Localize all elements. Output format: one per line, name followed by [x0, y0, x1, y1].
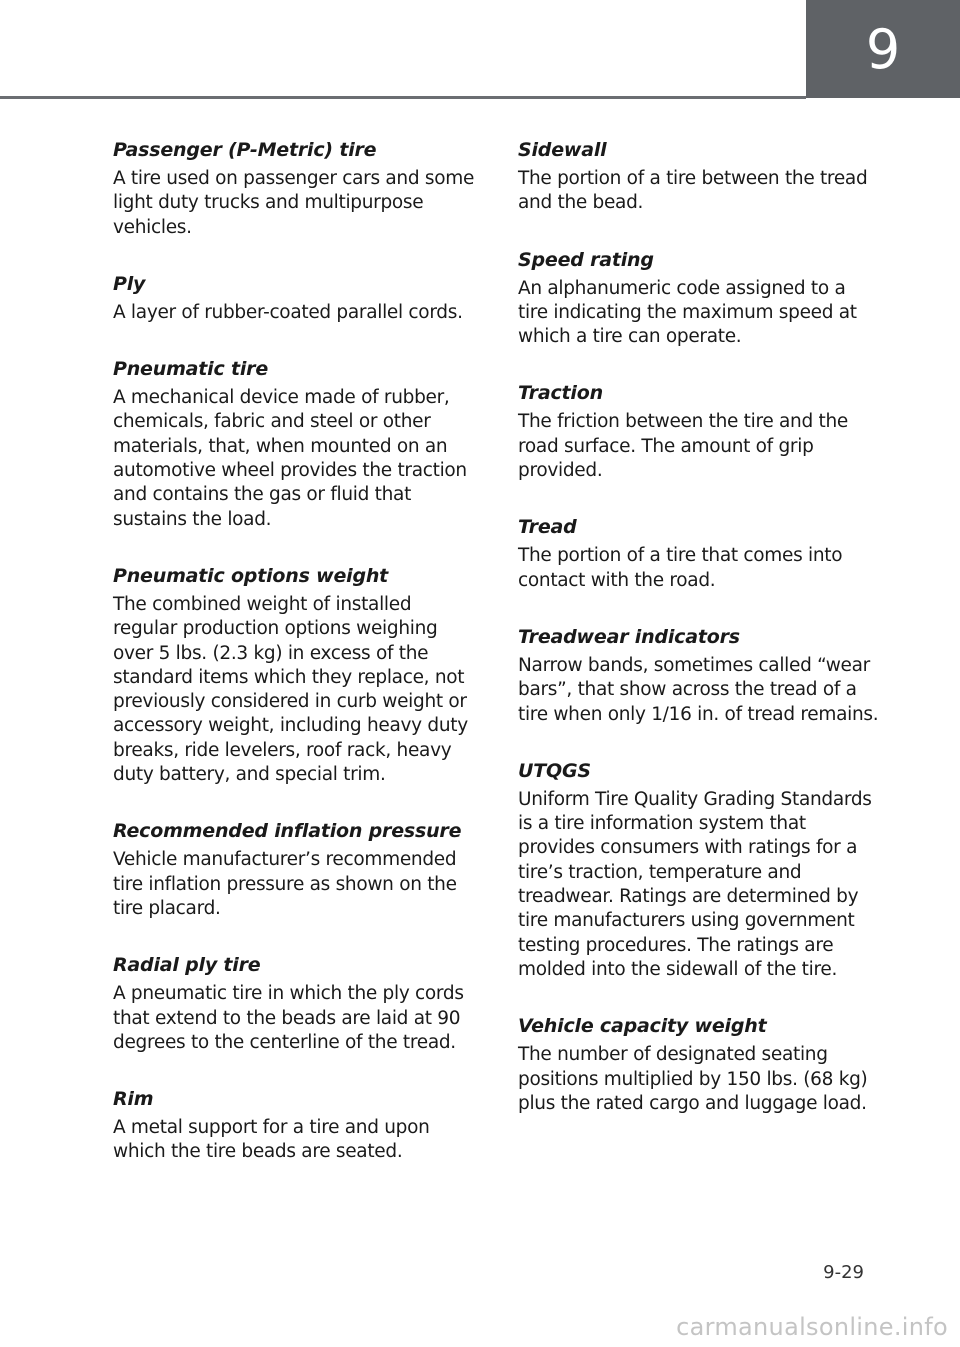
chapter-number: 9 — [865, 17, 901, 81]
chapter-tab — [806, 0, 960, 98]
left-column — [113, 138, 475, 1197]
glossary-term: Tread — [518, 516, 577, 539]
glossary-definition: Vehicle manufacturer’s recommended tire inflation pressure as shown on the tire placard. — [113, 849, 457, 919]
right-column — [518, 138, 880, 1148]
glossary-entry — [518, 1014, 880, 1116]
glossary-entry — [113, 819, 475, 921]
glossary-definition: The combined weight of installed regular production options weighing over 5 lbs. (2.3 kg) in excess of the standard items which they replace, not previously considered in curb weight or accessory weight, including heavy duty breaks, ride levelers, roof rack, heavy duty battery, and special trim. — [113, 593, 468, 786]
glossary-term: UTQGS — [518, 759, 591, 782]
glossary-term: Passenger (P-Metric) tire — [113, 139, 377, 161]
header-divider — [0, 96, 806, 99]
glossary-term: Pneumatic tire — [113, 358, 269, 381]
glossary-entry — [518, 138, 880, 216]
glossary-entry — [113, 564, 475, 787]
glossary-entry — [518, 515, 880, 593]
glossary-entry — [113, 138, 475, 240]
glossary-definition: The friction between the tire and the road surface. The amount of grip provided. — [518, 411, 848, 482]
page-number: 9-29 — [823, 1262, 864, 1283]
glossary-term: Vehicle capacity weight — [518, 1015, 767, 1038]
glossary-entry — [113, 1087, 475, 1165]
glossary-entry — [518, 759, 880, 982]
glossary-entry — [113, 272, 475, 325]
glossary-entry — [113, 953, 475, 1055]
glossary-term: Treadwear indicators — [518, 625, 740, 648]
glossary-term: Speed rating — [518, 248, 654, 271]
glossary-definition: Uniform Tire Quality Grading Standards is a tire information system that provides consumers with ratings for a tire’s traction, temperature and treadwear. Ratings are determined by tire manufacturers using government testing procedures. The ratings are molded into the sidewall of the tire. — [518, 788, 872, 980]
glossary-entry — [518, 625, 880, 727]
glossary-definition: Narrow bands, sometimes called “wear bars”, that show across the tread of a tire when only 1/16 in. of tread remains. — [518, 654, 879, 725]
glossary-term: Rim — [113, 1088, 154, 1111]
glossary-term: Ply — [113, 272, 146, 295]
glossary-definition: A pneumatic tire in which the ply cords that extend to the beads are laid at 90 degrees to the centerline of the tread. — [113, 983, 464, 1053]
glossary-definition: The portion of a tire that comes into contact with the road. — [518, 545, 843, 591]
glossary-definition: An alphanumeric code assigned to a tire indicating the maximum speed at which a tire can operate. — [518, 277, 857, 348]
glossary-entry — [113, 357, 475, 532]
glossary-term: Recommended inflation pressure — [113, 820, 462, 843]
glossary-definition: A mechanical device made of rubber, chemicals, fabric and steel or other materials, that, when mounted on an automotive wheel provides the traction and contains the gas or fluid that sustains the load. — [113, 387, 467, 530]
glossary-definition: A metal support for a tire and upon which the tire beads are seated. — [113, 1117, 430, 1163]
watermark: carmanualsonline.info — [676, 1313, 948, 1341]
glossary-term: Traction — [518, 382, 603, 405]
glossary-term: Pneumatic options weight — [113, 564, 389, 587]
glossary-definition: A tire used on passenger cars and some light duty trucks and multipurpose vehicles. — [113, 168, 475, 238]
glossary-term: Radial ply tire — [113, 954, 261, 977]
glossary-definition: The number of designated seating positions multiplied by 150 lbs. (68 kg) plus the rated cargo and luggage load. — [518, 1044, 868, 1114]
glossary-entry — [518, 248, 880, 350]
glossary-entry — [518, 381, 880, 483]
glossary-definition: A layer of rubber-coated parallel cords. — [113, 301, 463, 323]
glossary-definition: The portion of a tire between the tread and the bead. — [518, 168, 868, 214]
glossary-term: Sidewall — [518, 139, 607, 161]
